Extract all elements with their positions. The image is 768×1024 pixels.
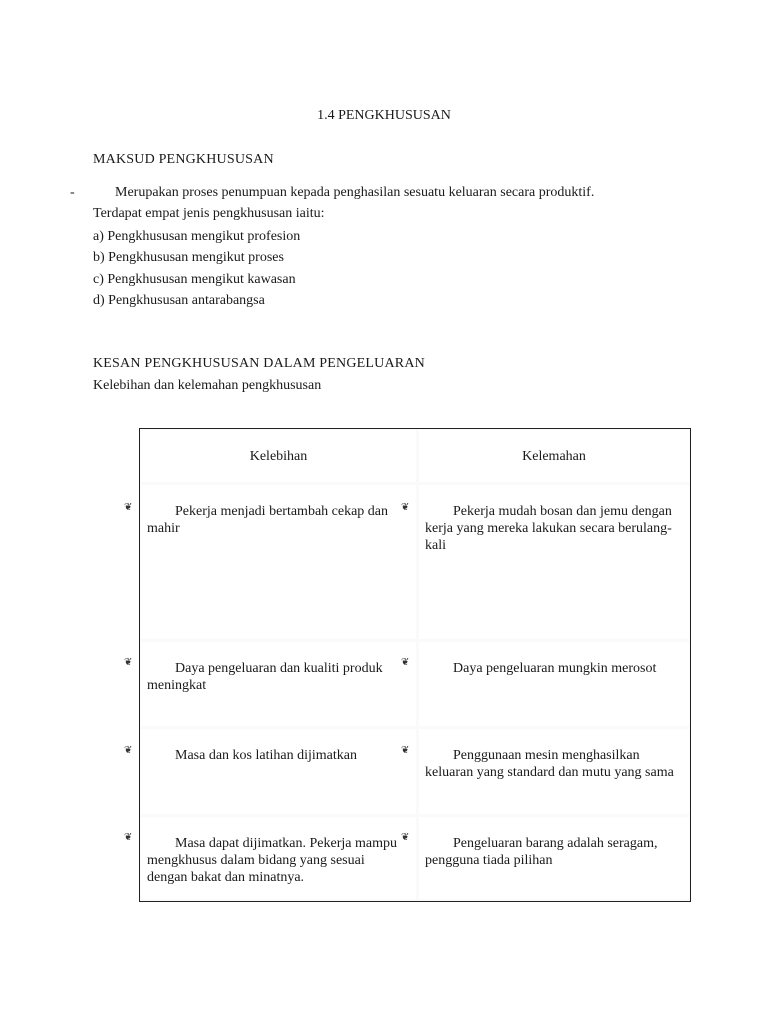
list-item: c) Pengkhususan mengikut kawasan: [93, 272, 296, 287]
bullet-icon: ❦: [401, 832, 410, 843]
table-cell-kelebihan: Daya pengeluaran dan kualiti produk meningkat: [141, 642, 416, 726]
list-item: a) Pengkhususan mengikut profesion: [93, 229, 301, 244]
section-heading-kesan: KESAN PENGKHUSUSAN DALAM PENGELUARAN: [93, 356, 425, 371]
bullet-icon: ❦: [401, 657, 410, 668]
list-lead: Terdapat empat jenis pengkhususan iaitu:: [93, 206, 325, 221]
table-cell-kelemahan: Pekerja mudah bosan dan jemu dengan kerja yang mereka lakukan secara berulang-kali: [419, 485, 689, 639]
section-subheading: Kelebihan dan kelemahan pengkhususan: [93, 378, 322, 393]
bullet-icon: ❦: [124, 832, 133, 843]
bullet-icon: ❦: [124, 745, 133, 756]
table-cell-kelemahan: Pengeluaran barang adalah seragam, pengguna tiada pilihan: [419, 817, 689, 899]
table-cell-kelebihan: Masa dan kos latihan dijimatkan: [141, 729, 416, 814]
table-cell-kelemahan: Daya pengeluaran mungkin merosot: [419, 642, 689, 726]
bullet-icon: ❦: [124, 657, 133, 668]
list-item: b) Pengkhususan mengikut proses: [93, 250, 284, 265]
intro-text: Merupakan proses penumpuan kepada penghasilan sesuatu keluaran secara produktif.: [115, 185, 595, 200]
dash-marker: -: [70, 185, 75, 200]
table-cell-kelebihan: Masa dapat dijimatkan. Pekerja mampu mengkhusus dalam bidang yang sesuai dengan bakat dan minatnya.: [141, 817, 416, 899]
table-cell-kelebihan: Pekerja menjadi bertambah cekap dan mahir: [141, 485, 416, 639]
page-title: 1.4 PENGKHUSUSAN: [317, 108, 451, 123]
comparison-table: [139, 428, 691, 902]
bullet-icon: ❦: [401, 745, 410, 756]
section-heading-maksud: MAKSUD PENGKHUSUSAN: [93, 152, 274, 167]
table-header-kelemahan: Kelemahan: [419, 430, 689, 482]
list-item: d) Pengkhususan antarabangsa: [93, 293, 265, 308]
bullet-icon: ❦: [401, 502, 410, 513]
table-header-kelebihan: Kelebihan: [141, 430, 416, 482]
table-cell-kelemahan: Penggunaan mesin menghasilkan keluaran yang standard dan mutu yang sama: [419, 729, 689, 814]
bullet-icon: ❦: [124, 502, 133, 513]
